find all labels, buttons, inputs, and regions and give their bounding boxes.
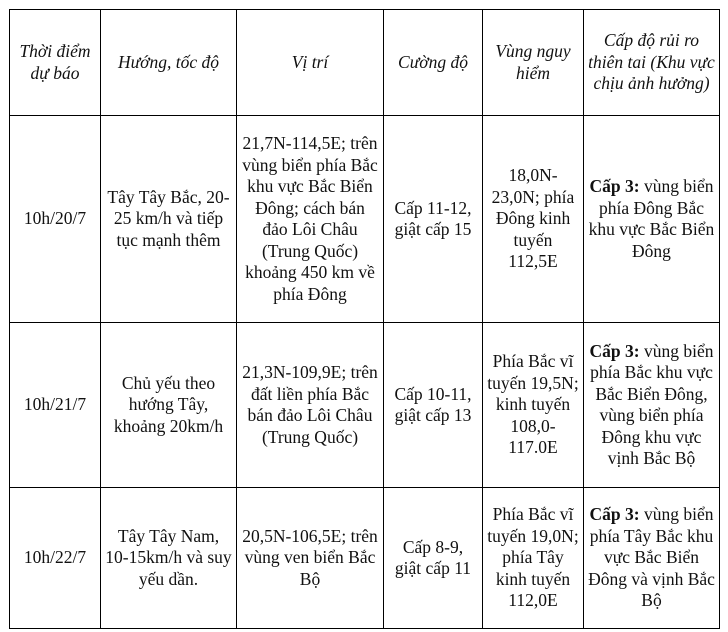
cell-position: 21,7N-114,5E; trên vùng biển phía Bắc khu vực Bắc Biển Đông; cách bán đảo Lôi Châu (Trung Quốc) khoảng 450 km về phía Đông <box>237 116 384 323</box>
cell-danger-zone: 18,0N-23,0N; phía Đông kinh tuyến 112,5E <box>483 116 584 323</box>
risk-level-label: Cấp 3: <box>589 176 640 196</box>
table-header-row <box>10 10 720 116</box>
cell-time: 10h/21/7 <box>10 323 101 488</box>
header-forecast-time: Thời điểm dự báo <box>10 10 101 116</box>
risk-level-label: Cấp 3: <box>589 504 640 525</box>
cell-risk-level <box>584 116 720 323</box>
cell-time: 10h/22/7 <box>10 488 101 629</box>
cell-direction-speed: Chủ yếu theo hướng Tây, khoảng 20km/h <box>101 323 237 488</box>
risk-area-text: vùng biển phía Tây Bắc khu vực Bắc Biển Đông và vịnh Bắc Bộ <box>588 504 715 611</box>
cell-danger-zone: Phía Bắc vĩ tuyến 19,0N; phía Tây kinh tuyến 112,0E <box>483 488 584 629</box>
cell-intensity: Cấp 8-9, giật cấp 11 <box>384 488 483 629</box>
table-row <box>10 488 720 629</box>
risk-area-text: vùng biển phía Đông Bắc khu vực Bắc Biển Đông <box>588 176 715 261</box>
cell-direction-speed: Tây Tây Bắc, 20-25 km/h và tiếp tục mạnh thêm <box>101 116 237 323</box>
storm-forecast-table <box>9 9 720 629</box>
cell-position: 20,5N-106,5E; trên vùng ven biển Bắc Bộ <box>237 488 384 629</box>
cell-time: 10h/20/7 <box>10 116 101 323</box>
cell-intensity: Cấp 11-12, giật cấp 15 <box>384 116 483 323</box>
table-row <box>10 116 720 323</box>
cell-risk-level <box>584 488 720 629</box>
table-row <box>10 323 720 488</box>
cell-position: 21,3N-109,9E; trên đất liền phía Bắc bán đảo Lôi Châu (Trung Quốc) <box>237 323 384 488</box>
header-danger-zone: Vùng nguy hiểm <box>483 10 584 116</box>
header-direction-speed: Hướng, tốc độ <box>101 10 237 116</box>
header-intensity: Cường độ <box>384 10 483 116</box>
cell-intensity: Cấp 10-11, giật cấp 13 <box>384 323 483 488</box>
header-risk-level: Cấp độ rủi ro thiên tai (Khu vực chịu ảnh hưởng) <box>584 10 720 116</box>
cell-danger-zone: Phía Bắc vĩ tuyến 19,5N; kinh tuyến 108,0-117.0E <box>483 323 584 488</box>
risk-area-text: vùng biển phía Bắc khu vực Bắc Biển Đông, vùng biển phía Đông khu vực vịnh Bắc Bộ <box>590 340 714 468</box>
risk-level-label: Cấp 3: <box>589 340 640 361</box>
cell-risk-level <box>584 323 720 488</box>
cell-direction-speed: Tây Tây Nam, 10-15km/h và suy yếu dần. <box>101 488 237 629</box>
header-position: Vị trí <box>237 10 384 116</box>
